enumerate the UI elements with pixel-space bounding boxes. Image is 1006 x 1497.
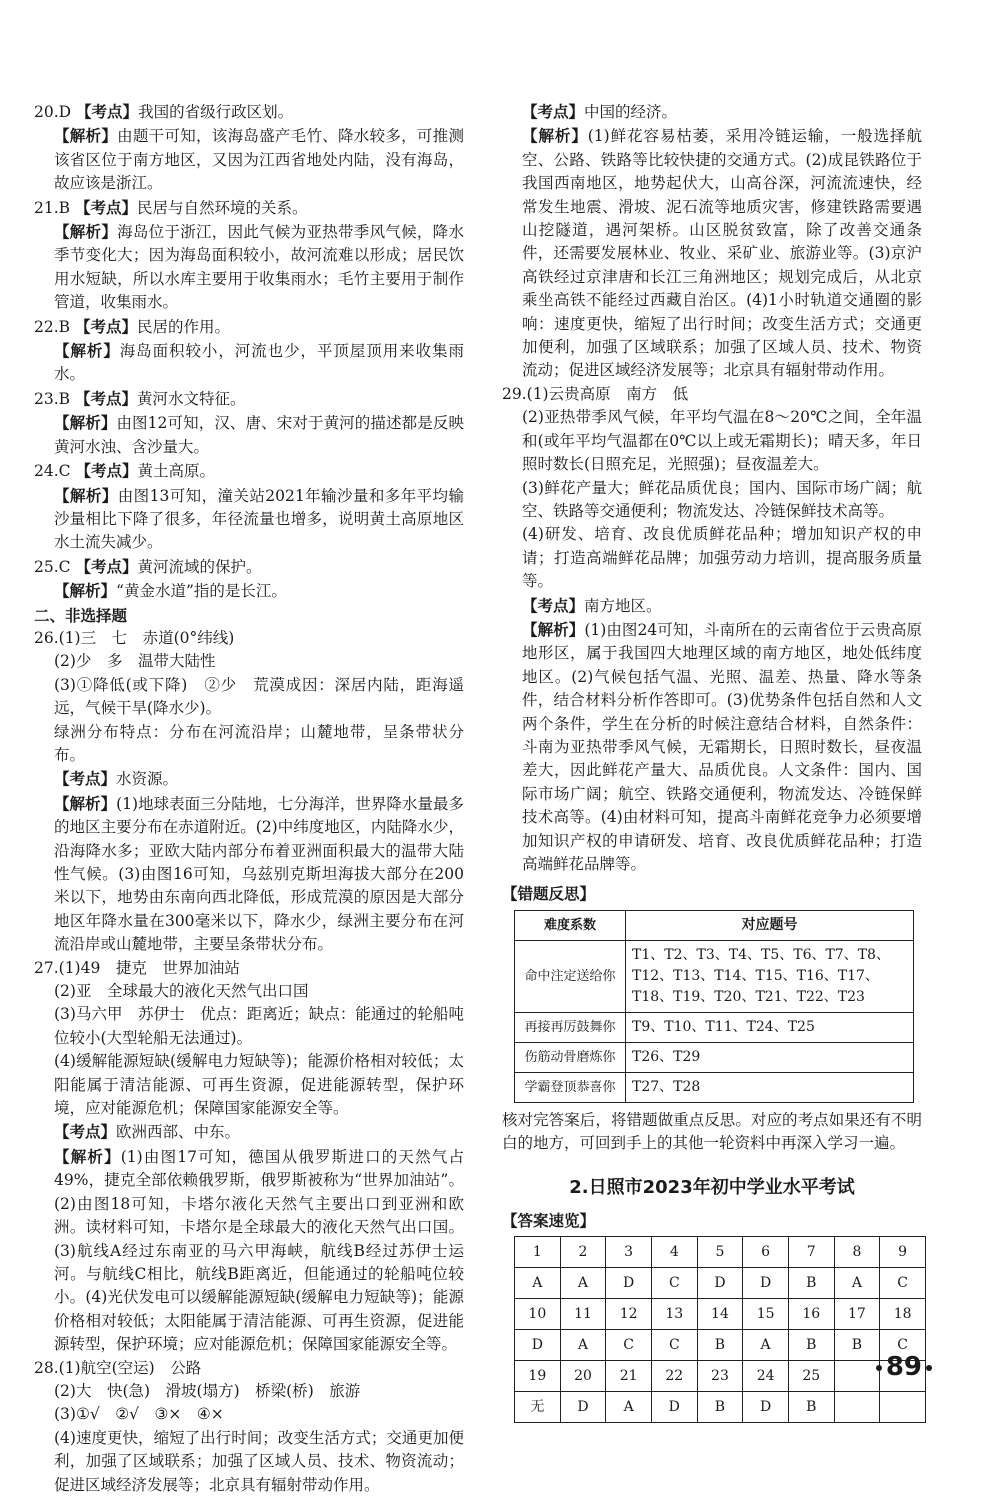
analysis (34, 124, 464, 195)
answer-line: 26.(1)三 七 赤道(0°纬线) (34, 628, 235, 647)
reflection-row (515, 940, 914, 1012)
answer-table (514, 1236, 926, 1423)
right-column-text (502, 100, 922, 876)
question-number: 21.B (34, 198, 71, 217)
reflection-header-row (515, 910, 914, 940)
answer-line: (2)少 多 温带大陆性 (54, 652, 216, 671)
answer-line: (4)研发、培育、改良优质鲜花品种；增加知识产权的申请；打造高端鲜花品牌；加强劳动力培训，提高服务质量等。 (522, 525, 922, 591)
answer-key-cell: A (515, 1268, 561, 1299)
answer-key-cell: D (743, 1392, 789, 1423)
label-tag: 【 解析 】 (54, 413, 116, 432)
left-column (34, 100, 464, 1497)
answer-number-row (515, 1299, 926, 1330)
answer-number-cell: 4 (651, 1237, 697, 1268)
answer-line: (4)缓解能源短缺(缓解电力短缺等)；能源价格相对较低；太阳能属于清洁能源、可再生资源，促进能源转型，保护环境，应对能源危机；保障国家能源安全等。 (54, 1052, 464, 1118)
knowledge-point (75, 558, 261, 576)
answer-key-cell: B (788, 1392, 834, 1423)
page-number (872, 1352, 936, 1382)
label-tag: 【 考点 】 (75, 557, 137, 576)
paragraph-text: (1)由图17可知，德国从俄罗斯进口的天然气占49%，捷克全部依赖俄罗斯，俄罗斯被称为“世界加油站”。(2)由图18可知，卡塔尔液化天然气主要出口到亚洲和欧洲。读材料可知，卡塔尔是全球最大的液化天然气出口国。(3)航线A经过东南亚的马六甲海峡，航线B经过苏伊士运河。与航线C相比，航线B距离近，但能通过的轮船吨位较小。(4)光伏发电可以缓解能源短缺(缓解电力短缺等)；能源价格相对较低；太阳能属于清洁能源、可再生资源，促进能源转型，保护环境；应对能源危机；保障国家能源安全等。 (54, 1147, 464, 1354)
answer-number-cell: 20 (560, 1361, 606, 1392)
analysis (34, 484, 464, 555)
reflection-questions: T27、T28 (626, 1072, 914, 1102)
answer-key-cell: A (606, 1392, 652, 1423)
answer-key-cell: D (515, 1330, 561, 1361)
answer-number-cell: 25 (788, 1361, 834, 1392)
answer-key-cell: D (560, 1392, 606, 1423)
reflection-questions: T9、T10、T11、T24、T25 (626, 1012, 914, 1042)
paragraph-text: 民居的作用。 (137, 317, 231, 336)
answer-number-cell: 8 (834, 1237, 880, 1268)
reflection-note: 核对完答案后，将错题做重点反思。对应的考点如果还有不明白的地方，可回到手上的其他一轮资料中再深入学习一遍。 (502, 1110, 922, 1153)
reflection-heading-text: 错题反思 (517, 884, 580, 904)
paragraph-text: 水资源。 (116, 770, 179, 789)
knowledge-point (75, 462, 215, 480)
answer-number-cell: 24 (743, 1361, 789, 1392)
paragraph-text: 民居与自然环境的关系。 (137, 198, 308, 217)
answer-line: (4)速度更快，缩短了出行时间；改变生活方式；交通更加便利，加强了区域联系；加强了区域人员、技术、物资流动；促进区域经济发展等；北京具有辐射带动作用。 (54, 1428, 464, 1494)
question-number: 20.D (34, 103, 72, 121)
label-tag: 【 考点 】 (76, 102, 138, 121)
answer-key-row (515, 1392, 926, 1423)
answer-line: (3)①降低(或下降) ②少 荒漠成因：深居内陆，距海遥远，气候干旱(降水少)。 (54, 675, 464, 718)
knowledge-point (75, 199, 308, 217)
right-column (502, 100, 922, 1423)
answer-key-cell: A (560, 1268, 606, 1299)
dot-icon (876, 1365, 882, 1371)
answer-number-cell: 12 (606, 1299, 652, 1330)
answer-key-cell: D (606, 1268, 652, 1299)
answer-key-cell: C (651, 1330, 697, 1361)
paragraph-text: 由题干可知，该海岛盛产毛竹、降水较多，可推测该省区位于南方地区，又因为江西省地处内陆，没有海岛，故应该是浙江。 (54, 127, 464, 193)
label-tag: 【 考点 】 (54, 769, 116, 788)
page-number-text: 89 (885, 1352, 922, 1382)
analysis (34, 579, 464, 603)
answer-key-cell: B (697, 1330, 743, 1361)
analysis (34, 792, 464, 957)
answer-number-row (515, 1237, 926, 1268)
reflection-heading: 【错题反思】 (502, 884, 596, 904)
answer-key-cell: A (834, 1268, 880, 1299)
paragraph-text: 中国的经济。 (584, 103, 678, 121)
label-tag: 【 考点 】 (75, 461, 137, 480)
answer-number-cell: 22 (651, 1361, 697, 1392)
answer-number-cell: 21 (606, 1361, 652, 1392)
answer-line: (2)亚热带季风气候，年平均气温在8～20℃之间，全年温和(或年平均气温都在0℃以上或无霜期长)；晴天多，年日照时数长(日照充足，光照强)；昼夜温差大。 (522, 408, 922, 474)
paragraph-text: 由图12可知，汉、唐、宋对于黄河的描述都是反映黄河水浊、含沙量大。 (54, 414, 464, 456)
answer-key-row (515, 1330, 926, 1361)
answer-number-cell: 6 (743, 1237, 789, 1268)
analysis (34, 220, 464, 315)
answer-line: 29.(1)云贵高原 南方 低 (502, 384, 689, 403)
answer-number-cell: 23 (697, 1361, 743, 1392)
answer-line: (2)亚 全球最大的液化天然气出口国 (54, 982, 309, 1001)
answer-key-cell: B (788, 1268, 834, 1299)
knowledge-point (75, 318, 230, 336)
answer-line: 绿洲分布特点：分布在河流沿岸；山麓地带，呈条带状分布。 (54, 722, 464, 764)
question-number: 23.B (34, 389, 71, 408)
reflection-level: 命中注定送给你 (515, 940, 626, 1012)
knowledge-point (34, 1120, 464, 1144)
answer-key-cell: 无 (515, 1392, 561, 1423)
paragraph-text: (1)由图24可知，斗南所在的云南省位于云贵高原地形区，属于我国四大地理区域的南方地区，地处低纬度地区。(2)气候包括气温、光照、温差、热量、降水等条件，结合材料分析作答即可。(3)优势条件包括自然和人文两个条件，学生在分析的时候注意结合材料，自然条件：斗南为亚热带季风气候，无霜期长，日照时数长，昼夜温差大，因此鲜花产量大、品质优良。人文条件：国内、国际市场广阔；航空、铁路交通便利，物流发达、冷链保鲜技术高等。(4)由材料可知，提高斗南鲜花竞争力必须要增加知识产权的申请研发、培育、改良优质鲜花品种；打造高端鲜花品牌等。 (522, 620, 922, 873)
label-tag: 【 解析 】 (522, 126, 588, 145)
answer-key-cell: D (651, 1392, 697, 1423)
answer-key-cell: B (697, 1392, 743, 1423)
dot-icon (926, 1365, 932, 1371)
paragraph-text: 我国的省级行政区划。 (138, 103, 294, 121)
knowledge-point (502, 100, 922, 124)
answer-number-cell: 16 (788, 1299, 834, 1330)
question-number: 24.C (34, 462, 71, 481)
answer-number-cell: 13 (651, 1299, 697, 1330)
paragraph-text: (1)地球表面三分陆地，七分海洋，世界降水量最多的地区主要分布在赤道附近。(2)中纬度地区，内陆降水少，沿海降水多；亚欧大陆内部分布着亚洲面积最大的温带大陆性气候。(3)由图16可知，乌兹别克斯坦海拔大部分在200米以下，地势由东南向西北降低，形成荒漠的原因是大部分地区年降水量在300毫米以下，降水少，绿洲主要分布在河流沿岸或山麓地带，主要呈条带状分布。 (54, 794, 464, 954)
label-tag: 【 解析 】 (54, 341, 120, 360)
label-tag: 【 考点 】 (54, 1122, 116, 1141)
label-tag: 【 解析 】 (54, 126, 117, 145)
analysis (502, 124, 922, 382)
paragraph-text: 海岛面积较小，河流也少，平顶屋顶用来收集雨水。 (54, 342, 464, 384)
answer-key-cell: D (697, 1268, 743, 1299)
label-tag: 【 解析 】 (54, 486, 118, 505)
answer-line: (3)马六甲 苏伊士 优点：距离近；缺点：能通过的轮船吨位较小(大型轮船无法通过)。 (54, 1005, 464, 1047)
answer-key-cell: C (606, 1330, 652, 1361)
answer-key-cell (834, 1392, 880, 1423)
answer-heading: 【答案速览】 (502, 1211, 596, 1231)
answer-number-cell: 3 (606, 1237, 652, 1268)
paragraph-text: 黄土高原。 (137, 462, 216, 481)
answer-line: (3)①√ ②√ ③× ④× (54, 1405, 224, 1424)
analysis (34, 339, 464, 387)
answer-key-cell (880, 1392, 926, 1423)
paragraph-text: 由图13可知，潼关站2021年输沙量和多年平均输沙量相比下降了很多，年径流量也增多，说明黄土高原地区水土流失减少。 (54, 486, 464, 552)
label-tag: 【 考点 】 (75, 389, 137, 408)
analysis (502, 618, 922, 876)
knowledge-point (75, 390, 246, 408)
answer-number-cell: 14 (697, 1299, 743, 1330)
reflection-level: 学霸登顶恭喜你 (515, 1072, 626, 1102)
paragraph-text: 黄河流域的保护。 (137, 557, 262, 576)
answer-number-cell: 5 (697, 1237, 743, 1268)
answer-number-cell: 15 (743, 1299, 789, 1330)
knowledge-point (502, 594, 922, 618)
question-number: 22.B (34, 317, 71, 336)
exam-title: 2.日照市2023年初中学业水平考试 (569, 1176, 855, 1198)
answer-key-cell: C (651, 1268, 697, 1299)
reflection-row (515, 1042, 914, 1072)
paragraph-text: 南方地区。 (584, 596, 662, 615)
answer-line: 27.(1)49 捷克 世界加油站 (34, 958, 240, 977)
label-tag: 【 解析 】 (54, 581, 116, 600)
reflection-level: 伤筋动骨磨炼你 (515, 1042, 626, 1072)
label-tag: 【 考点 】 (75, 198, 137, 217)
answer-key-cell: B (834, 1330, 880, 1361)
section-heading: 二、非选择题 (34, 605, 128, 625)
label-tag: 【 考点 】 (522, 102, 584, 121)
answer-number-cell: 10 (515, 1299, 561, 1330)
label-tag: 【 解析 】 (522, 620, 584, 639)
paragraph-text: “黄金水道”指的是长江。 (116, 582, 287, 601)
answer-number-row (515, 1361, 926, 1392)
answer-heading-text: 答案速览 (517, 1211, 580, 1231)
paragraph-text: (1)鲜花容易枯萎，采用冷链运输，一般选择航空、公路、铁路等比较快捷的交通方式。(2)成昆铁路位于我国西南地区，地势起伏大，山高谷深，河流流速快，经常发生地震、滑坡、泥石流等地质灾害，修建铁路需要遇山挖隧道，遇河架桥。山区脱贫致富，除了改善交通条件，还需要发展林业、牧业、采矿业、旅游业等。(3)京沪高铁经过京津唐和长江三角洲地区；规划完成后，从北京乘坐高铁不能经过西藏自治区。(4)1小时轨道交通圈的影响：速度更快，缩短了出行时间；改变生活方式；交通更加便利，加强了区域联系；加强了区域人员、技术、物资流动；促进区域经济发展等；北京具有辐射带动作用。 (522, 127, 922, 380)
answer-number-cell: 18 (880, 1299, 926, 1330)
reflection-header-questions: 对应题号 (626, 910, 914, 940)
answer-key-cell: A (743, 1330, 789, 1361)
label-tag: 【 解析 】 (54, 222, 117, 241)
reflection-questions: T1、T2、T3、T4、T5、T6、T7、T8、T12、T13、T14、T15、T16、T17、T18、T19、T20、T21、T22、T23 (626, 940, 914, 1012)
answer-number-cell: 1 (515, 1237, 561, 1268)
answer-key-cell: C (880, 1330, 926, 1361)
reflection-row (515, 1012, 914, 1042)
reflection-table (514, 910, 914, 1103)
answer-line: 28.(1)航空(空运) 公路 (34, 1358, 202, 1377)
answer-key-row (515, 1268, 926, 1299)
question-number: 25.C (34, 557, 71, 576)
paragraph-text: 欧洲西部、中东。 (116, 1123, 241, 1142)
label-tag: 【 考点 】 (75, 317, 137, 336)
knowledge-point (34, 767, 464, 791)
paragraph-text: 海岛位于浙江，因此气候为亚热带季风气候，降水季节变化大；因为海岛面积较小，故河流难以形成；居民饮用水短缺，所以水库主要用于收集雨水；毛竹主要用于制作管道，收集雨水。 (54, 223, 464, 312)
answer-key-cell: B (788, 1330, 834, 1361)
answer-number-cell: 11 (560, 1299, 606, 1330)
reflection-header-difficulty: 难度系数 (515, 910, 626, 940)
reflection-questions: T26、T29 (626, 1042, 914, 1072)
analysis (34, 411, 464, 459)
answer-line: (2)大 快(急) 滑坡(塌方) 桥梁(桥) 旅游 (54, 1381, 361, 1400)
answer-key-cell: C (880, 1268, 926, 1299)
reflection-row (515, 1072, 914, 1102)
knowledge-point (76, 103, 293, 121)
answer-number-cell: 7 (788, 1237, 834, 1268)
answer-key-cell: D (743, 1268, 789, 1299)
answer-number-cell: 19 (515, 1361, 561, 1392)
answer-number-cell: 17 (834, 1299, 880, 1330)
analysis (34, 1145, 464, 1357)
answer-number-cell: 2 (560, 1237, 606, 1268)
answer-number-cell: 9 (880, 1237, 926, 1268)
answer-key-cell: A (560, 1330, 606, 1361)
answer-line: (3)鲜花产量大；鲜花品质优良；国内、国际市场广阔；航空、铁路等交通便利；物流发达、冷链保鲜技术高等。 (522, 478, 922, 520)
label-tag: 【 解析 】 (54, 1147, 121, 1166)
reflection-level: 再接再厉鼓舞你 (515, 1012, 626, 1042)
label-tag: 【 考点 】 (522, 596, 584, 615)
label-tag: 【 解析 】 (54, 794, 116, 813)
paragraph-text: 黄河水文特征。 (137, 389, 246, 408)
